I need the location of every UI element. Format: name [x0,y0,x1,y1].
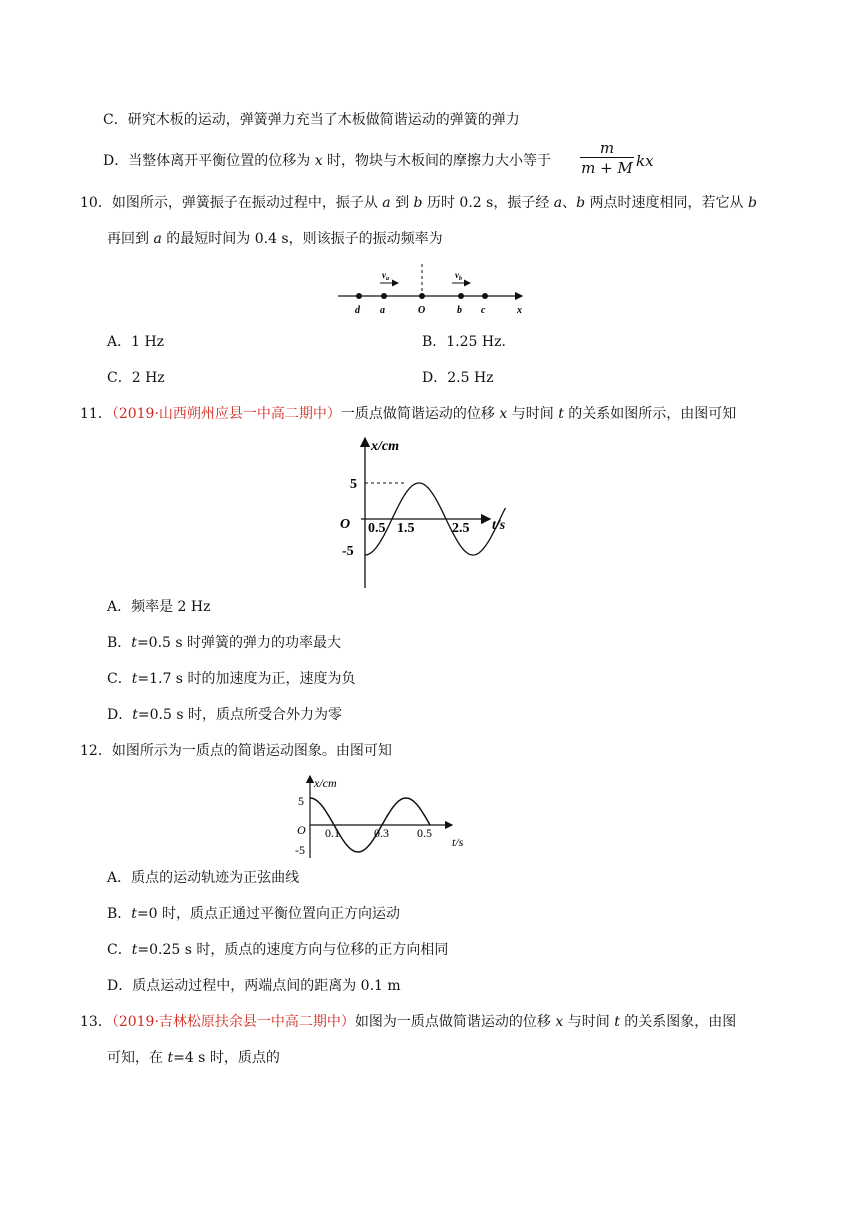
q12-option-a[interactable]: A．质点的运动轨迹为正弦曲线 [107,870,300,886]
x-tick-0-5: 0.5 [368,521,386,536]
velocity-a-label: $v_a$ [382,270,389,282]
label-d: d [355,305,360,316]
q11-option-b[interactable]: B．t=0.5 s 时弹簧的弹力的功率最大 [107,635,342,651]
q11-option-c[interactable]: C．t=1.7 s 时的加速度为正，速度为负 [107,671,356,687]
t-axis-label: t/s [492,518,506,533]
q11-option-d[interactable]: D．t=0.5 s 时，质点所受合外力为零 [107,707,342,723]
q9-option-c: C．研究木板的运动，弹簧弹力充当了木板做简谐运动的弹簧的弹力 [103,112,520,128]
point-d [356,293,362,299]
y-axis-label: x/cm [371,439,399,454]
q10-option-b[interactable]: B．1.25 Hz. [422,334,506,350]
point-o [419,293,425,299]
y-tick-5: 5 [350,477,357,492]
fraction: m m + M [581,139,633,177]
q11-graph [338,432,528,590]
q10-option-a[interactable]: A．1 Hz [107,334,165,350]
x-tick-1-5: 1.5 [397,521,415,536]
point-a [381,293,387,299]
q13-number: 13． [80,1014,112,1030]
t-axis-label: t/s [452,835,464,849]
q11-source: （2019·山西朔州应县一中高二期中） [111,406,341,422]
q11-stem: 11．（2019·山西朔州应县一中高二期中）一质点做简谐运动的位移 x 与时间 t 的关系如图所示，由图可知 [80,406,737,422]
q10-option-c[interactable]: C．2 Hz [107,370,165,386]
origin-label: O [340,517,351,532]
x-tick-0-3: 0.3 [374,826,389,840]
q13-stem-line2: 可知，在 t=4 s 时，质点的 [107,1050,280,1066]
x-tick-0-1: 0.1 [325,826,340,840]
q9-option-d: D．当整体离开平衡位置的位移为 x 时，物块与木板间的摩擦力大小等于 [103,153,552,169]
label-x: x [517,305,522,316]
q10-stem-line1: 10．如图所示，弹簧振子在振动过程中，振子从 a 到 b 历时 0.2 s，振子经 a、b 两点时速度相同，若它从 b [80,195,757,211]
q10-spring-figure [330,262,530,318]
label-c: c [481,305,486,316]
y-tick-5: 5 [298,794,304,808]
label-a: a [380,305,385,316]
q10-number: 10． [80,195,112,211]
q12-option-c[interactable]: C．t=0.25 s 时，质点的速度方向与位移的正方向相同 [107,942,449,958]
y-tick-neg5: -5 [295,843,305,857]
q11-option-a[interactable]: A．频率是 2 Hz [107,599,211,615]
q12-option-d[interactable]: D．质点运动过程中，两端点间的距离为 0.1 m [107,978,401,994]
point-b [458,293,464,299]
q13-stem-line1: 13．（2019·吉林松原扶余县一中高二期中）如图为一质点做简谐运动的位移 x 与时间 t 的关系图象，由图 [80,1014,737,1030]
x-tick-0-5: 0.5 [417,826,432,840]
x-tick-2-5: 2.5 [452,521,470,536]
q13-source: （2019·吉林松原扶余县一中高二期中） [111,1014,355,1030]
q12-graph [292,772,482,862]
y-tick-neg5: -5 [342,544,354,559]
q10-stem-line2: 再回到 a 的最短时间为 0.4 s，则该振子的振动频率为 [107,231,443,247]
label-o: O [418,305,426,316]
point-c [482,293,488,299]
fraction-tail: kx [636,152,654,170]
q11-number: 11． [80,406,112,422]
y-axis-label: x/cm [314,776,337,790]
label-b: b [457,305,462,316]
origin-label: O [297,823,306,837]
q10-option-d[interactable]: D．2.5 Hz [422,370,494,386]
q12-option-b[interactable]: B．t=0 时，质点正通过平衡位置向正方向运动 [107,906,401,922]
velocity-b-label: $v_b$ [455,270,462,282]
q12-stem: 12．如图所示为一质点的简谐运动图象。由图可知 [80,743,392,759]
q12-number: 12． [80,743,112,759]
